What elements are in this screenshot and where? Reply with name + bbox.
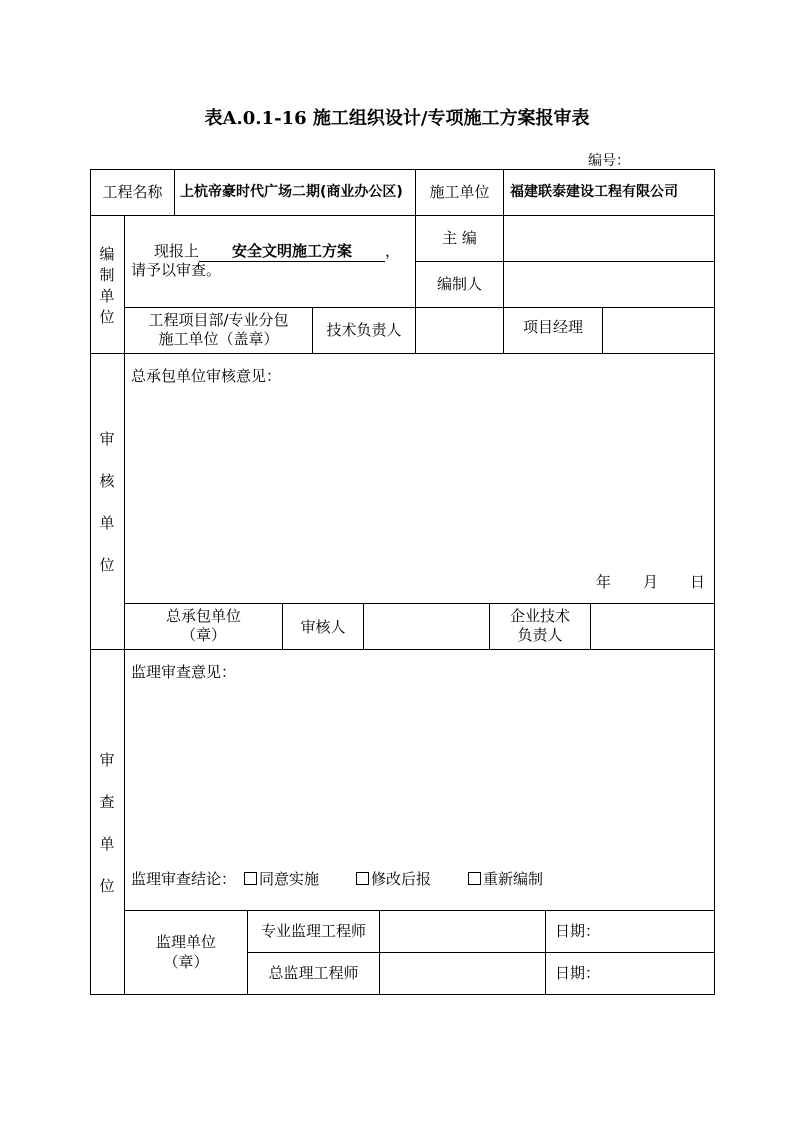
review-request-text: 请予以审查。 [131, 261, 222, 279]
supervision-conclusion-label: 监理审查结论： [131, 870, 237, 888]
project-name-value: 上杭帝豪时代广场二期(商业办公区) [180, 184, 403, 200]
project-manager-label: 项目经理 [522, 318, 583, 336]
option-recompile-checkbox[interactable]: 重新编制 [468, 869, 543, 889]
tech-lead-label: 技术负责人 [326, 321, 402, 339]
supervision-unit-label-line1: 监理单位 [155, 933, 216, 951]
form-title: 表A.0.1-16 施工组织设计/专项施工方案报审表 [204, 108, 590, 129]
pro-engineer-date-label: 日期： [555, 922, 601, 940]
supervision-unit-label-line2: （章） [163, 953, 209, 971]
supervision-opinion-label: 监理审查意见： [131, 663, 237, 681]
enterprise-tech-lead-line2: 负责人 [517, 626, 563, 644]
professional-engineer-label: 专业监理工程师 [260, 922, 366, 940]
checkbox-icon [356, 872, 369, 885]
gc-review-opinion-label: 总承包单位审核意见： [131, 367, 282, 385]
serial-number-label: 编号： [588, 153, 630, 169]
reviewer-label: 审核人 [300, 618, 346, 636]
checkbox-icon [244, 872, 257, 885]
project-name-label: 工程名称 [102, 183, 163, 201]
chief-engineer-label: 总监理工程师 [268, 964, 359, 982]
review-date-day: 日 [690, 573, 706, 591]
chief-engineer-date-label: 日期： [555, 964, 601, 982]
review-date-month: 月 [643, 573, 659, 591]
submitted-plan-name: 安全文明施工方案 [199, 241, 385, 262]
enterprise-tech-lead-line1: 企业技术 [509, 607, 570, 625]
project-dept-label-line1: 工程项目部/专业分包 [148, 311, 289, 329]
compiler-label: 编制人 [436, 275, 482, 293]
option-approve-checkbox[interactable]: 同意实施 [244, 869, 319, 889]
checkbox-icon [468, 872, 481, 885]
review-date-year: 年 [596, 573, 612, 591]
gc-unit-label-line2: （章） [180, 626, 226, 644]
contractor-label: 施工单位 [429, 183, 490, 201]
option-revise-checkbox[interactable]: 修改后报 [356, 869, 431, 889]
contractor-value: 福建联泰建设工程有限公司 [510, 184, 678, 200]
project-dept-label-line2: 施工单位（盖章） [158, 330, 279, 348]
submission-text: 现报上 安全文明施工方案 ， [154, 242, 401, 260]
gc-unit-label-line1: 总承包单位 [165, 607, 241, 625]
chief-editor-label: 主 编 [442, 229, 477, 247]
